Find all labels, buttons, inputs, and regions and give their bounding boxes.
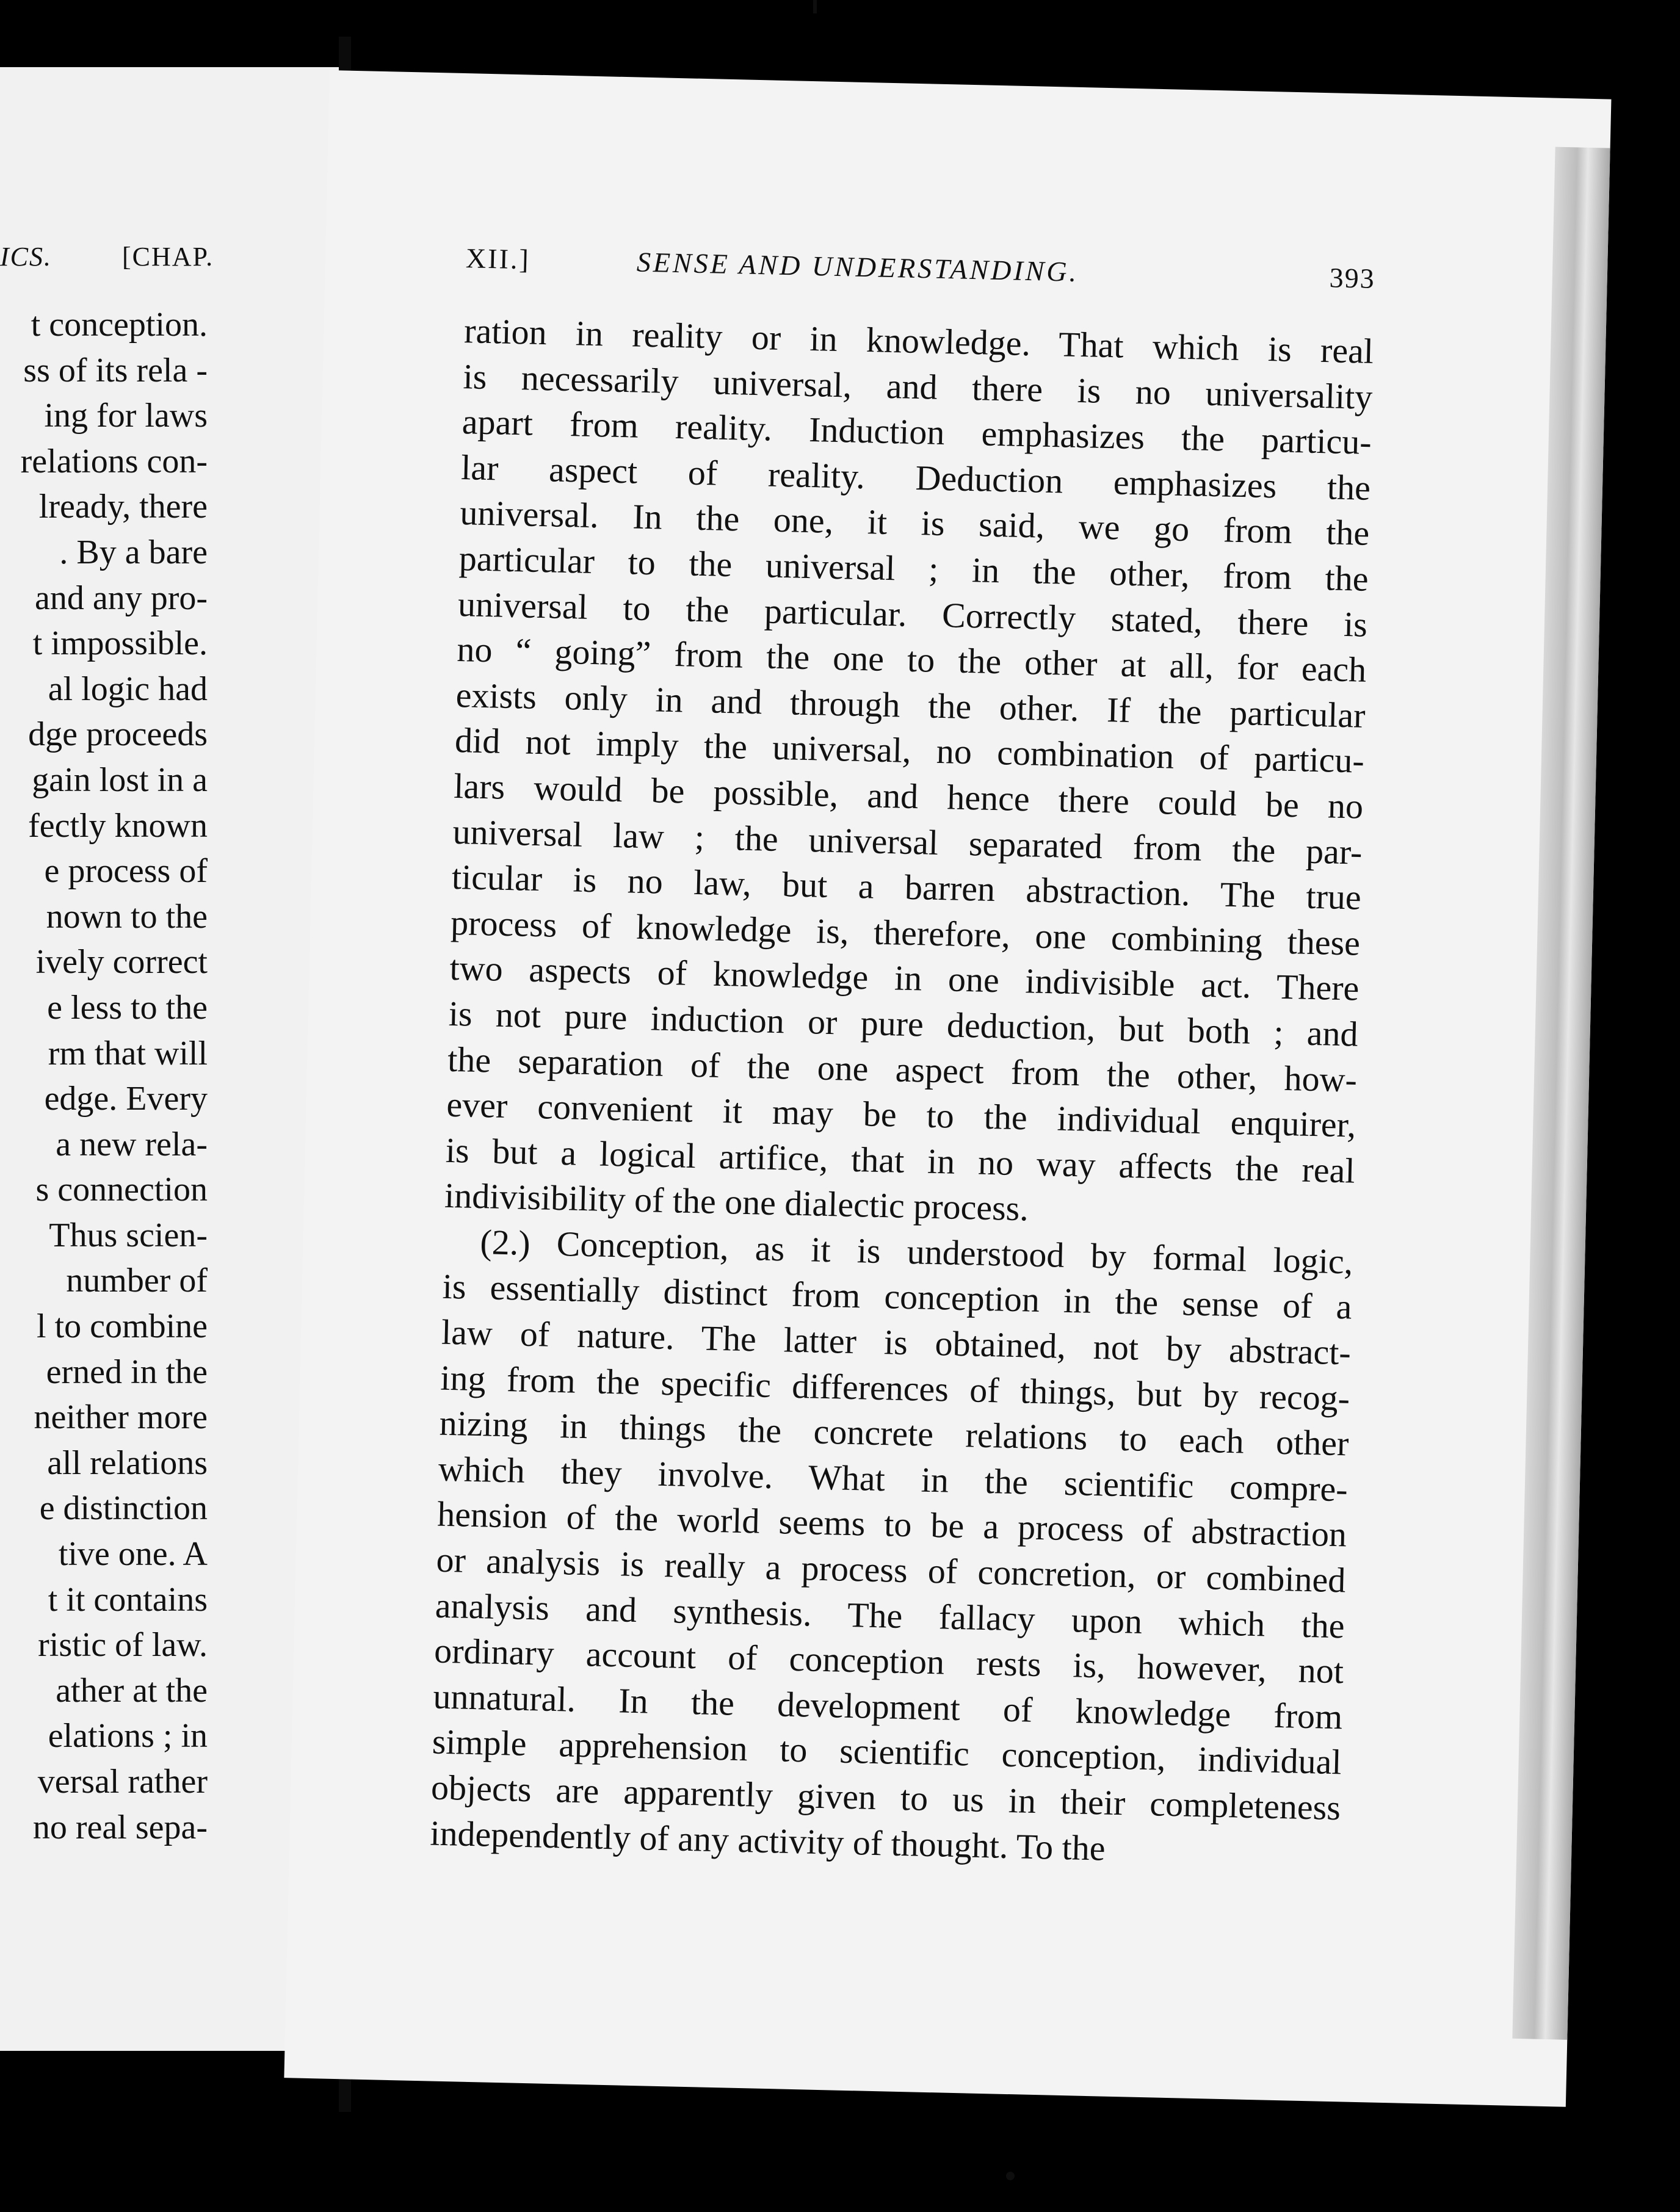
text-line: Thus scien- bbox=[49, 1216, 208, 1254]
text-line: e process of bbox=[44, 852, 208, 891]
text-line: all relations bbox=[47, 1444, 208, 1482]
text-line: law of nature. The latter is obtained, not by abstract- bbox=[441, 1312, 1352, 1373]
text-line: indivisibility of the one dialectic process. bbox=[444, 1176, 1029, 1229]
text-line: or analysis is really a process of concretion, or combined bbox=[435, 1539, 1347, 1600]
text-line: e less to the bbox=[47, 988, 208, 1027]
text-line: is necessarily universal, and there is no universality bbox=[462, 356, 1374, 417]
text-line: process of knowledge is, therefore, one combining these bbox=[450, 902, 1361, 963]
text-line: particular to the universal ; in the other, from the bbox=[458, 538, 1369, 599]
text-line: ristic of law. bbox=[38, 1626, 208, 1664]
text-line: ss of its rela - bbox=[23, 351, 208, 389]
text-line: universal law ; the universal separated from the par- bbox=[452, 811, 1363, 872]
running-title: SENSE AND UNDERSTANDING. bbox=[636, 246, 1079, 287]
left-page-text bbox=[0, 302, 208, 1850]
text-line: versal rather bbox=[37, 1763, 208, 1801]
text-line: is not pure induction or pure deduction, but both ; and bbox=[448, 993, 1359, 1054]
right-running-head bbox=[465, 242, 1375, 299]
text-line: the separation of the one aspect from the other, how- bbox=[447, 1039, 1358, 1100]
text-line: e distinction bbox=[39, 1489, 208, 1528]
left-page bbox=[0, 67, 339, 2051]
text-line: objects are apparently given to us in their completeness bbox=[430, 1767, 1341, 1828]
text-line: erned in the bbox=[46, 1353, 208, 1391]
text-line: is but a logical artifice, that in no way affects the real bbox=[445, 1130, 1356, 1191]
text-line: fectly known bbox=[28, 806, 208, 845]
text-line: gain lost in a bbox=[32, 761, 208, 799]
page-edge-stack bbox=[1512, 147, 1610, 2040]
text-line: t impossible. bbox=[32, 624, 208, 663]
right-page bbox=[284, 70, 1611, 2107]
text-line: and any pro- bbox=[34, 579, 208, 617]
text-line: ather at the bbox=[56, 1671, 208, 1710]
text-line: lars would be possible, and hence there could be no bbox=[453, 765, 1364, 826]
text-line: . By a bare bbox=[59, 533, 208, 571]
chapter-number: XII.] bbox=[465, 242, 531, 275]
text-line: analysis and synthesis. The fallacy upon which the bbox=[435, 1585, 1345, 1646]
text-line: ration in reality or in knowledge. That which is real bbox=[463, 311, 1374, 371]
text-line: number of bbox=[66, 1262, 208, 1300]
text-line: edge. Every bbox=[44, 1080, 208, 1118]
text-line: s connection bbox=[35, 1171, 208, 1209]
text-line: t conception. bbox=[31, 306, 208, 344]
text-line: ing for laws bbox=[44, 397, 208, 435]
text-line: neither more bbox=[34, 1398, 208, 1437]
text-line: rm that will bbox=[48, 1034, 208, 1072]
text-line: is essentially distinct from conception in the sense of a bbox=[442, 1267, 1353, 1327]
text-line: ever convenient it may be to the individual enquirer, bbox=[446, 1084, 1356, 1145]
text-line: did not imply the universal, no combination of particu- bbox=[454, 720, 1365, 781]
text-line: t it contains bbox=[48, 1580, 208, 1619]
text-line: ively correct bbox=[35, 943, 208, 981]
text-line: exists only in and through the other. If the particular bbox=[455, 674, 1366, 736]
text-line: simple apprehension to scientific conception, individual bbox=[432, 1721, 1342, 1782]
text-line: al logic had bbox=[48, 670, 208, 708]
text-line: universal to the particular. Correctly stated, there is bbox=[457, 584, 1368, 645]
text-line: nown to the bbox=[46, 897, 208, 936]
text-line: two aspects of knowledge in one indivisible act. There bbox=[449, 948, 1360, 1008]
scan-speck bbox=[1006, 2172, 1015, 2180]
left-chapter-marker: [CHAP. bbox=[122, 242, 214, 272]
text-line: no “ going” from the one to the other at all, for each bbox=[456, 629, 1367, 690]
scan-speck bbox=[813, 0, 817, 13]
text-line: tive one. A bbox=[58, 1535, 208, 1574]
text-line: no real sepa- bbox=[32, 1808, 208, 1846]
page-number: 393 bbox=[1329, 262, 1376, 294]
text-line: independently of any activity of thought. To the bbox=[429, 1813, 1106, 1868]
text-line: relations con- bbox=[20, 442, 208, 480]
text-line: (2.) Conception, as it is understood by formal logic, bbox=[479, 1221, 1353, 1282]
text-line: which they involve. What in the scientific compre- bbox=[438, 1448, 1349, 1509]
text-line: apart from reality. Induction emphasizes the particu- bbox=[462, 402, 1372, 463]
text-line: lar aspect of reality. Deduction emphasizes the bbox=[460, 447, 1371, 508]
text-line: dge proceeds bbox=[28, 715, 208, 754]
right-page-text bbox=[430, 308, 1374, 1876]
left-running-title-fragment: ICS. bbox=[0, 242, 52, 272]
text-line: unnatural. In the development of knowledge from bbox=[432, 1676, 1343, 1737]
text-line: ticular is no law, but a barren abstraction. The true bbox=[451, 857, 1362, 917]
text-line: universal. In the one, it is said, we go from the bbox=[459, 493, 1370, 554]
text-line: lready, there bbox=[38, 488, 208, 526]
text-line: a new rela- bbox=[56, 1125, 208, 1163]
text-line: elations ; in bbox=[48, 1717, 208, 1755]
text-line: ing from the specific differences of things, but by recog- bbox=[440, 1357, 1350, 1419]
text-line: l to combine bbox=[37, 1307, 208, 1346]
text-line: nizing in things the concrete relations to each other bbox=[439, 1403, 1350, 1464]
text-line: hension of the world seems to be a process of abstraction bbox=[436, 1494, 1347, 1555]
text-line: ordinary account of conception rests is, however, not bbox=[433, 1630, 1344, 1691]
